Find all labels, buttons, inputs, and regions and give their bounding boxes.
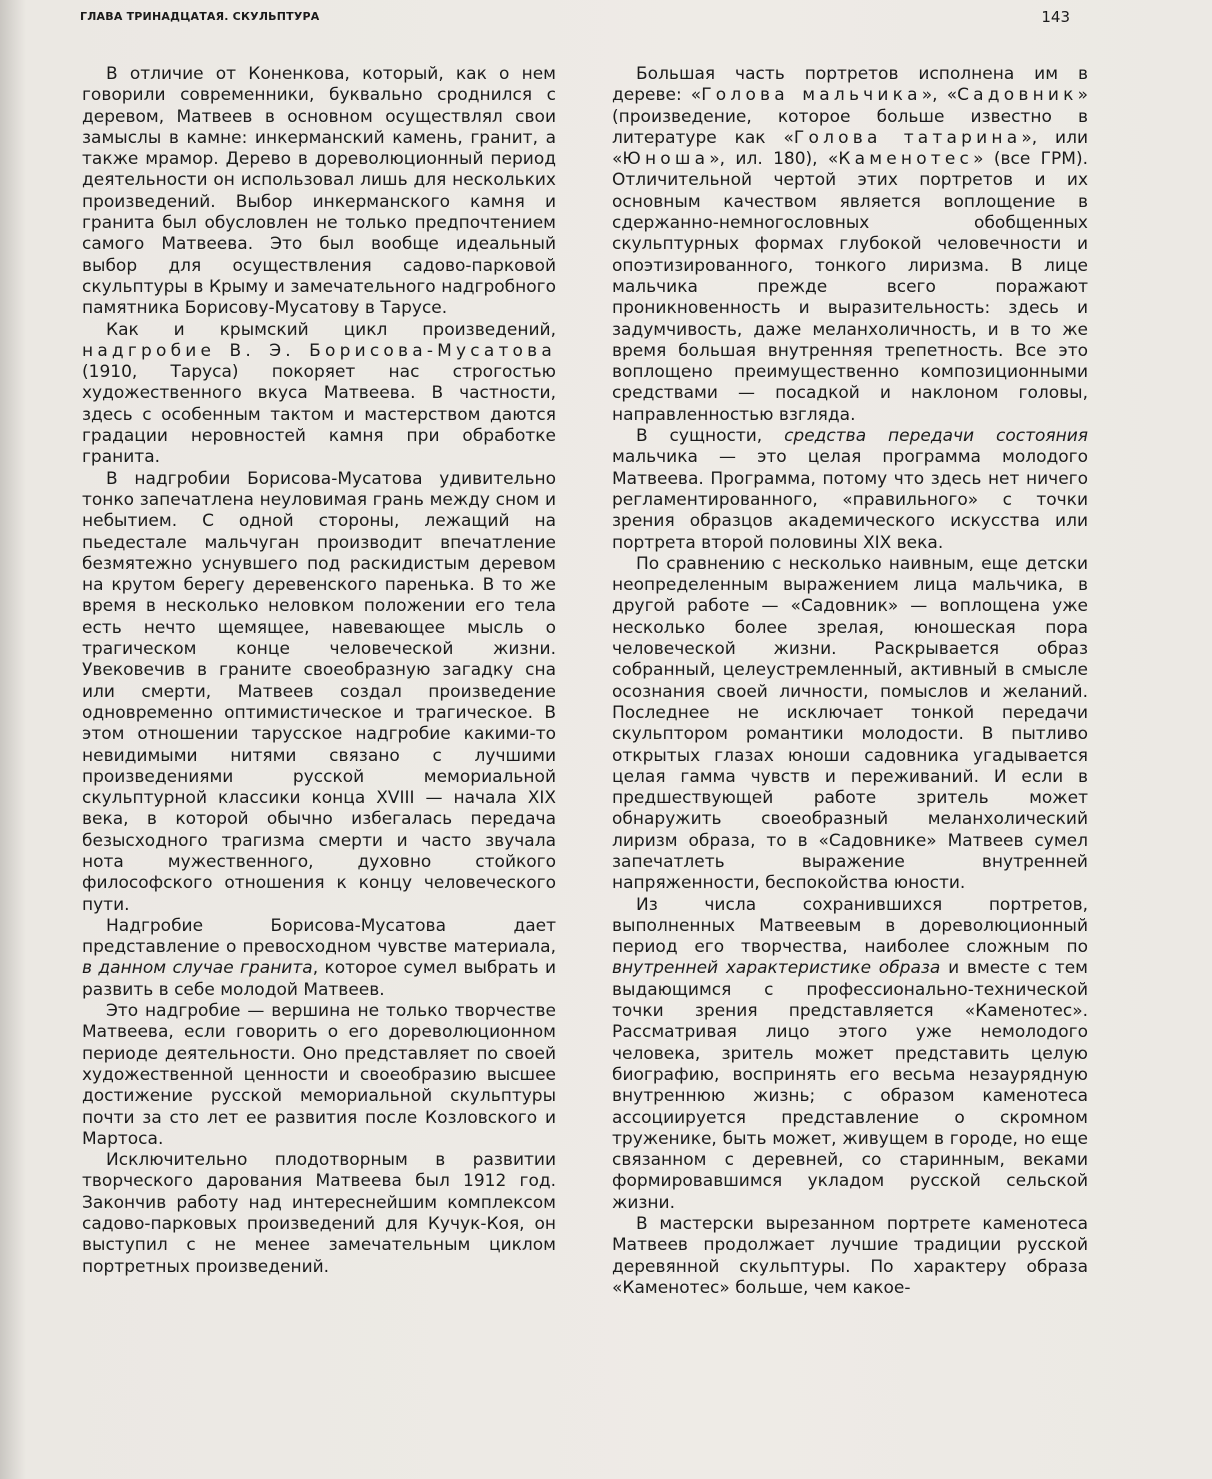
italic-phrase: в данном случае гранита xyxy=(82,958,313,979)
text-span: » (все ГРМ). Отличительной чертой этих портретов и их основным качеством является воплощение в сдержанно-немногословных обобщенных скульптурных формах глубокой человечности и опоэтизированного, тонкого лиризма. В лице мальчика прежде всего поражают проникновенность и выразительность: здесь и задумчивость, даже меланхоличность, и в то же время большая внутренняя трепетность. Все это воплощено преимущественно композиционными средствами — посадкой и наклоном головы, направленностью взгляда. xyxy=(612,149,1088,425)
spaced-title: Садовник xyxy=(957,85,1078,106)
text-span: Надгробие Борисова-Мусатова дает представление о превосходном чувстве материала, xyxy=(82,915,556,958)
text-span: , которое сумел выбрать и развить в себе молодой Матвеев. xyxy=(82,958,556,1000)
paragraph: Исключительно плодотворным в развитии творческого дарования Матвеева был 1912 год. Закончив работу над интереснейшим комплексом садово-парковых произведений для Кучук-Коя, он выступил с не менее замечательным циклом портретных произведений. xyxy=(82,1150,556,1277)
running-head: ГЛАВА ТРИНАДЦАТАЯ. СКУЛЬПТУРА xyxy=(80,10,320,23)
text-span: » (произведение, которое больше известно в литературе как « xyxy=(612,85,1089,148)
paragraph: В мастерски вырезанном портрете каменотеса Матвеев продолжает лучшие традиции русской деревянной скульптуры. По характеру образа «Каменотес» больше, чем какое- xyxy=(612,1214,1088,1298)
paragraph xyxy=(612,426,1088,554)
text-span: Как и крымский цикл произведений, xyxy=(106,319,556,340)
text-span: (1910, Таруса) покоряет нас строгостью художественного вкуса Матвеева. В частности, здесь с особенным тактом и мастерством даются градации неровностей камня при обработке гранита. xyxy=(82,362,556,468)
paragraph xyxy=(82,916,556,1001)
paragraph xyxy=(82,320,556,469)
spaced-title: Юноша xyxy=(622,149,710,170)
paragraph: В отличие от Коненкова, который, как о нем говорили современники, буквально сроднился с деревом, Матвеев в основном осуществлял свои замыслы в камне: инкерманский камень, гранит, а также мрамор. Дерево в дореволюционный период деятельности он использовал лишь для нескольких произведений. Выбор инкерманского камня и гранита был обусловлен не только предпочтением самого Матвеева. Это был вообще идеальный выбор для осуществления садово-парковой скульптуры в Крыму и замечательного надгробного памятника Борисову-Мусатову в Тарусе. xyxy=(82,64,556,319)
paragraph xyxy=(612,64,1088,426)
text-span: Большая часть портретов исполнена им в дереве: « xyxy=(612,64,1088,106)
text-span: », или « xyxy=(612,127,1088,170)
text-span: В сущности, xyxy=(636,426,785,447)
paragraph: Это надгробие — вершина не только творчестве Матвеева, если говорить о его дореволюционном периоде деятельности. Оно представляет по своей художественной ценности и своеобразию высшее достижение русской мемориальной скульптуры почти за сто лет ее развития после Козловского и Мартоса. xyxy=(82,1001,556,1149)
spaced-title: Голова мальчика xyxy=(701,85,922,106)
page-number: 143 xyxy=(1041,8,1070,26)
right-column xyxy=(612,64,1088,1299)
spaced-title: надгробие В. Э. Борисова-Мусатова xyxy=(82,340,556,361)
paragraph xyxy=(612,895,1088,1214)
text-span: », « xyxy=(921,85,958,106)
spaced-title: Голова татарина xyxy=(793,127,1022,148)
text-span: Из числа сохранившихся портретов, выполненных Матвеевым в дореволюционный период его творчества, наиболее сложным по xyxy=(612,894,1088,958)
paragraph: По сравнению с несколько наивным, еще детски неопределенным выражением лица мальчика, в другой работе — «Садовник» — воплощена уже несколько более зрелая, юношеская пора человеческой жизни. Раскрывается образ собранный, целеустремленный, активный в смысле осознания своей личности, помыслов и желаний. Последнее не исключает тонкой передачи скульптором романтики молодости. В пытливо открытых глазах юноши садовника угадывается целая гамма чувств и переживаний. И если в предшествующей работе зритель может обнаружить своеобразный меланхолический лиризм образа, то в «Садовнике» Матвеев сумел запечатлеть выражение внутренней напряженности, беспокойства юности. xyxy=(612,553,1088,894)
spaced-title: Каменотес xyxy=(838,149,974,170)
text-span: мальчика — это целая программа молодого Матвеева. Программа, потому что здесь нет ничего регламентированного, «правильного» с точки зрения образцов академического искусства или портрета второй половины XIX века. xyxy=(612,447,1088,553)
text-span: », ил. 180), « xyxy=(709,149,839,170)
italic-phrase: средства передачи состояния xyxy=(784,426,1088,447)
italic-phrase: внутренней характеристике образа xyxy=(612,958,941,979)
paragraph: В надгробии Борисова-Мусатова удивительно тонко запечатлена неуловимая грань между сном и небытием. С одной стороны, лежащий на пьедестале мальчуган производит впечатление безмятежно уснувшего под раскидистым деревом на крутом берегу деревенского паренька. В то же время в несколько неловком положении его тела есть нечто щемящее, навевающее мысль о трагическом конце человеческой жизни. Увековечив в граните своеобразную загадку сна или смерти, Матвеев создал произведение одновременно оптимистическое и трагическое. В этом отношении тарусское надгробие какими-то невидимыми нитями связано с лучшими произведениями русской мемориальной скульптурной классики конца XVIII — начала XIX века, в которой обычно избегалась передача безысходного трагизма смерти и часто звучала нота мужественного, духовно стойкого философского отношения к концу человеческого пути. xyxy=(82,468,556,915)
left-column xyxy=(82,64,556,1278)
text-span: и вместе с тем выдающимся с профессионально-технической точки зрения представляется «Каменотес». Рассматривая лицо этого уже немолодого человека, зритель может представить целую биографию, воспринять его весьма незаурядную внутреннюю жизнь; с образом каменотеса ассоциируется представление о скромном труженике, быть может, живущем в городе, но еще связанном с деревней, со старинным, веками формировавшимся укладом русской сельской жизни. xyxy=(612,958,1088,1213)
